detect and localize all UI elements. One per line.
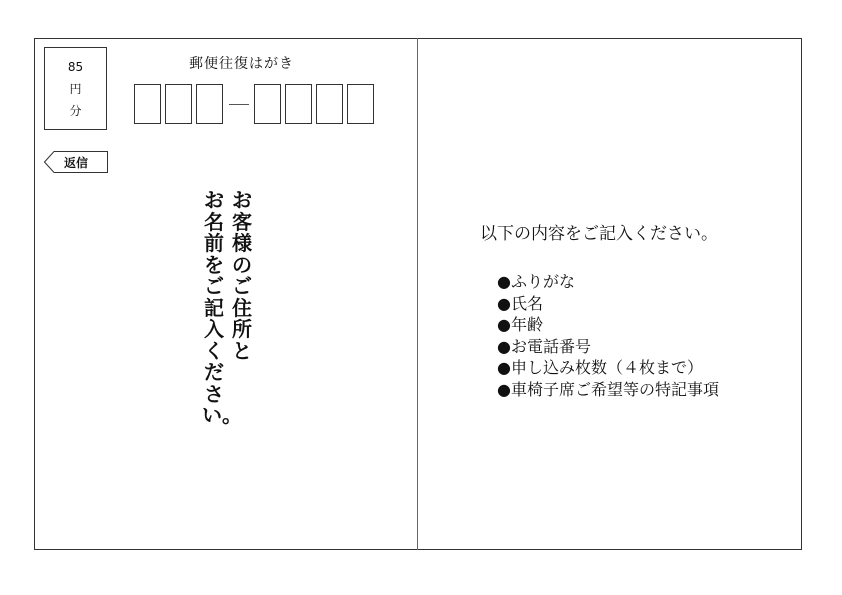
- bullet-icon: ●: [497, 358, 511, 377]
- list-item: [497, 336, 719, 358]
- address-prompt-line-2: お名前をご記入ください。: [202, 188, 242, 427]
- stamp-unit-fun: 分: [69, 103, 82, 118]
- postal-code-dash: [229, 104, 249, 105]
- postal-code-digit-box[interactable]: [285, 84, 312, 124]
- stamp-value: 85: [67, 59, 84, 74]
- postal-code-digit-box[interactable]: [196, 84, 223, 124]
- list-item-label: お電話番号: [510, 336, 591, 356]
- postal-code-boxes: [134, 83, 378, 125]
- bullet-icon: ●: [497, 379, 511, 399]
- center-divider: [417, 38, 418, 550]
- postal-code-digit-box[interactable]: [347, 84, 374, 124]
- bullet-icon: ●: [497, 315, 511, 334]
- instructions-intro: 以下の内容をご記入ください。: [480, 224, 718, 244]
- list-item-label: ふりがな: [510, 272, 575, 291]
- list-item: [497, 379, 719, 401]
- postal-code-digit-box[interactable]: [316, 84, 343, 124]
- list-item-label: 年齢: [510, 315, 543, 334]
- address-prompt-line-1: お客様のご住所と: [232, 188, 252, 363]
- list-item: [497, 293, 719, 315]
- bullet-icon: ●: [497, 293, 511, 313]
- list-item-label: 氏名: [510, 293, 543, 313]
- list-item: [497, 314, 719, 336]
- reply-tab-label: 返信: [64, 156, 89, 170]
- instructions-list: [497, 271, 719, 400]
- bullet-icon: ●: [497, 272, 511, 291]
- postal-code-digit-box[interactable]: [165, 84, 192, 124]
- reply-tab: [44, 151, 108, 173]
- list-item-label: 申し込み枚数（４枚まで）: [510, 358, 703, 377]
- list-item: [497, 271, 719, 293]
- bullet-icon: ●: [497, 336, 511, 356]
- postage-stamp-box: [44, 47, 107, 130]
- postal-code-digit-box[interactable]: [254, 84, 281, 124]
- list-item: [497, 357, 719, 379]
- postal-code-digit-box[interactable]: [134, 84, 161, 124]
- list-item-label: 車椅子席ご希望等の特記事項: [510, 379, 719, 399]
- stamp-unit-yen: 円: [69, 81, 82, 96]
- card-title: 郵便往復はがき: [189, 56, 294, 72]
